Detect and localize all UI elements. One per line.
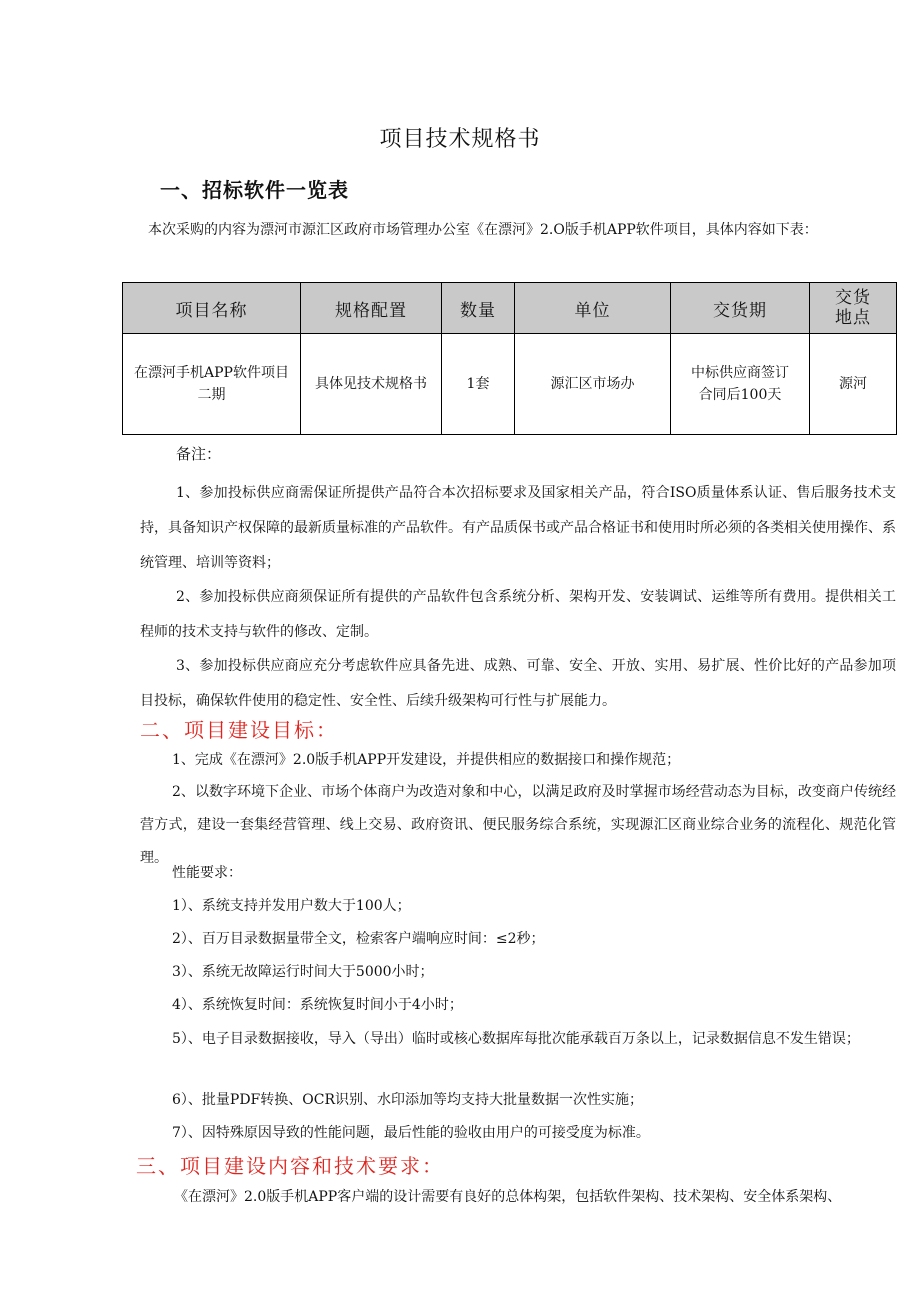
section-3-intro: 《在漂河》2.0版手机APP客户端的设计需要有良好的总体构架，包括软件架构、技术架构、安全体系架构、 [174, 1189, 842, 1205]
table-cell: 中标供应商签订合同后100天 [671, 334, 810, 435]
section-3-heading: 三、项目建设内容和技术要求： [136, 1154, 444, 1178]
table-header-row [123, 283, 897, 334]
performance-item: 7）、因特殊原因导致的性能问题，最后性能的验收由用户的可接受度为标准。 [172, 1125, 650, 1141]
table-header-cell: 单位 [515, 283, 671, 334]
table-row [123, 334, 897, 435]
section-1-intro: 本次采购的内容为漂河市源汇区政府市场管理办公室《在漂河》2.O版手机APP软件项目，具体内容如下表： [148, 222, 818, 238]
table-header-cell: 交货地点 [810, 283, 897, 334]
table-header-cell: 规格配置 [301, 283, 442, 334]
performance-item: 2）、百万目录数据量带全文，检索客户端响应时间：≤2秒； [172, 931, 545, 947]
notes-title: 备注： [176, 445, 222, 463]
section-1-heading: 一、招标软件一览表 [160, 178, 349, 202]
table-header-cell: 交货期 [671, 283, 810, 334]
goal-item: 2、以数字环境下企业、市场个体商户为改造对象和中心，以满足政府及时掌握市场经营动态为目标，改变商户传统经营方式，建设一套集经营管理、线上交易、政府资讯、便民服务综合系统，实现源汇区商业综合业务的流程化、规范化管理。 [140, 784, 896, 866]
section-2-heading: 二、项目建设目标： [140, 718, 338, 742]
note-item: 1、参加投标供应商需保证所提供产品符合本次招标要求及国家相关产品，符合ISO质量体系认证、售后服务技术支持，具备知识产权保障的最新质量标准的产品软件。有产品质保书或产品合格证书和使用时所必须的各类相关使用操作、系统管理、培训等资料； [140, 485, 896, 571]
table-cell: 源河 [810, 334, 897, 435]
performance-title: 性能要求： [172, 865, 242, 881]
performance-item: 1）、系统支持并发用户数大于100人； [172, 898, 411, 914]
procurement-table [122, 282, 897, 435]
performance-item: 4）、系统恢复时间：系统恢复时间小于4小时； [172, 997, 463, 1013]
table-cell: 在漂河手机APP软件项目二期 [123, 334, 301, 435]
table-cell: 具体见技术规格书 [301, 334, 442, 435]
performance-item: 5）、电子目录数据接收，导入（导出）临时或核心数据库每批次能承载百万条以上，记录数据信息不发生错误； [172, 1031, 860, 1047]
page-title: 项目技术规格书 [379, 127, 541, 152]
table-header-cell: 项目名称 [123, 283, 301, 334]
performance-item: 6）、批量PDF转换、OCR识别、水印添加等均支持大批量数据一次性实施； [172, 1092, 643, 1108]
performance-item: 3）、系统无故障运行时间大于5000小时； [172, 964, 434, 980]
table-cell: 1套 [442, 334, 515, 435]
table-cell: 源汇区市场办 [515, 334, 671, 435]
goal-item: 1、完成《在漂河》2.0版手机APP开发建设，并提供相应的数据接口和操作规范； [172, 752, 681, 768]
note-item: 3、参加投标供应商应充分考虑软件应具备先进、成熟、可靠、安全、开放、实用、易扩展、性价比好的产品参加项目投标，确保软件使用的稳定性、安全性、后续升级架构可行性与扩展能力。 [140, 658, 896, 709]
note-item: 2、参加投标供应商须保证所有提供的产品软件包含系统分析、架构开发、安装调试、运维等所有费用。提供相关工程师的技术支持与软件的修改、定制。 [140, 589, 896, 640]
table-header-cell: 数量 [442, 283, 515, 334]
